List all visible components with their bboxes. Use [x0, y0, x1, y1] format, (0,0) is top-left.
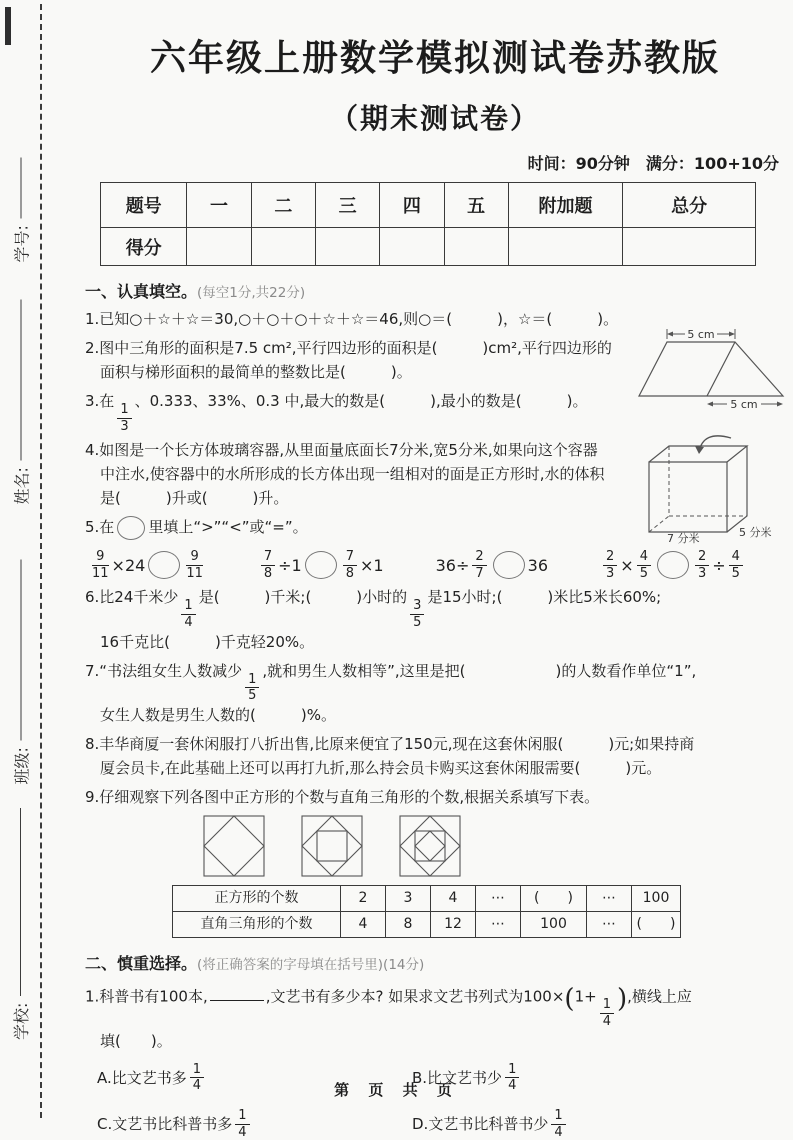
name-field [6, 300, 36, 505]
cell: ⋯ [476, 886, 521, 912]
school-blank [20, 808, 21, 996]
score-col-2: 二 [251, 183, 315, 228]
section2-heading [85, 951, 785, 974]
question-8-line1: 8.丰华商厦一套休闲服打八折出售,比原来便宜了150元,现在这套休闲服( )元;如果持商 [85, 735, 695, 754]
cell: ⋯ [587, 886, 632, 912]
operator: ×24 [111, 555, 146, 575]
section1-heading [85, 279, 785, 302]
cell: 100 [521, 912, 587, 938]
question-9 [85, 785, 785, 938]
score-cell-empty [251, 228, 315, 266]
operator: × [620, 555, 634, 575]
exam-info: 时间：90分钟 满分：100+10分 [527, 154, 779, 173]
pattern-figure-2 [301, 815, 363, 877]
q5-expr-3 [436, 550, 548, 580]
fraction: $\frac{1}{5}$ [245, 673, 259, 703]
fraction: $\frac{2}{3}$ [603, 550, 617, 580]
operand: 36 [527, 555, 549, 575]
page-title: 六年级上册数学模拟测试卷苏教版 [149, 38, 720, 79]
name-label: 姓名: [12, 467, 31, 505]
question-8 [85, 732, 785, 780]
question-3-post: 、0.333、33%、0.3 中,最大的数是( ),最小的数是( )。 [134, 392, 588, 410]
cell: 4 [341, 912, 386, 938]
question-6 [85, 585, 785, 653]
question-5-post: 里填上“>”“<”或“=”。 [148, 518, 308, 537]
fraction: $\frac{1}{4}$ [181, 599, 195, 629]
question-8-line2: 厦会员卡,在此基础上还可以再打九折,那么持会员卡购买这套休闲服需要( )元。 [100, 759, 662, 778]
cell-blank: ( ) [632, 912, 681, 938]
s2q1-line2: 填( )。 [100, 1031, 172, 1050]
option-a: A.比文艺书多 $\frac{1}{4}$ [97, 1063, 412, 1093]
question-6-line1: 6.比24千米少 $\frac{1}{4}$ 是( )千米;( )小时的 $\frac{3}{5}$ 是15小时;( )米比5米长60%; [85, 588, 662, 630]
score-cell-empty [380, 228, 444, 266]
scan-artifact [5, 7, 11, 45]
operator: 36÷ [435, 555, 470, 575]
pattern-table-row-triangles [173, 912, 681, 938]
circle-blank [657, 551, 689, 579]
school-label: 学校: [11, 1002, 31, 1040]
question-7-line2: 女生人数是男生人数的( )%。 [100, 706, 336, 725]
fraction: $\frac{1}{4}$ [190, 1063, 204, 1093]
s2q1-line1: 1.科普书有100本, ,文艺书有多少本? 如果求文艺书列式为100×(1+ $\frac{1}{4}$ ),横线上应 [85, 984, 692, 1030]
cuboid-length-label: 7 分米 [667, 532, 700, 545]
score-cell-empty [623, 228, 756, 266]
school-field [5, 808, 35, 1040]
q5-expr-1 [89, 550, 206, 580]
section2-note: (将正确答案的字母填在括号里)(14分) [197, 957, 425, 974]
cell: 100 [632, 886, 681, 912]
trapezoid-top-label: 5 cm [687, 328, 715, 341]
q5-expr-4 [600, 550, 746, 580]
student-id-label: 学号: [12, 225, 31, 263]
fraction: $\frac{2}{7}$ [472, 550, 486, 580]
pattern-figure-1 [203, 815, 265, 877]
underline-blank [210, 987, 264, 1001]
cell: 4 [431, 886, 476, 912]
main-content [85, 0, 785, 1139]
section1-note: (每空1分,共22分) [197, 285, 306, 301]
cuboid-width-label: 5 分米 [739, 526, 772, 540]
question-6-line2: 16千克比( )千克轻20%。 [100, 632, 315, 651]
question-9-line1: 9.仔细观察下列各图中正方形的个数与直角三角形的个数,根据关系填写下表。 [85, 788, 600, 807]
student-id-field [6, 158, 36, 263]
score-col-3: 三 [315, 183, 379, 228]
fraction: $\frac{9}{11}$ [186, 548, 203, 581]
trapezoid-bottom-label: 5 cm [730, 398, 758, 411]
fraction: $\frac{7}{8}$ [343, 550, 357, 580]
cell: 8 [386, 912, 431, 938]
fold-dashed-line [40, 4, 42, 1118]
circle-blank [148, 551, 180, 579]
fraction: $\frac{1}{4}$ [551, 1109, 565, 1139]
pattern-table [172, 885, 681, 938]
cell: 3 [386, 886, 431, 912]
option-c: C.文艺书比科普书多 $\frac{1}{4}$ [97, 1109, 412, 1139]
fraction: $\frac{2}{3}$ [695, 550, 709, 580]
score-cell-empty [444, 228, 508, 266]
cell: ⋯ [476, 912, 521, 938]
s2q1-options [97, 1063, 785, 1140]
circle-blank [493, 551, 525, 579]
pattern-figure-3 [399, 815, 461, 877]
question-2-line1: 2.图中三角形的面积是7.5 cm²,平行四边形的面积是( )cm²,平行四边形的 [85, 339, 612, 357]
class-label: 班级: [12, 747, 31, 785]
row-label: 直角三角形的个数 [173, 912, 341, 938]
trapezoid-figure [635, 326, 787, 414]
score-cell-empty [315, 228, 379, 266]
pattern-figures [203, 815, 785, 877]
cell-blank: ( ) [521, 886, 587, 912]
question-7-line1: 7.“书法组女生人数减少 $\frac{1}{5}$ ,就和男生人数相等”,这里是把( )的人数看作单位“1”, [85, 661, 697, 704]
question-7 [85, 659, 785, 727]
score-table [100, 182, 756, 266]
section1-title: 一、认真填空。 [85, 282, 198, 301]
operator: ÷ [712, 555, 726, 575]
cell: 2 [341, 886, 386, 912]
q5-expr-2 [258, 550, 384, 580]
page-subtitle: （期末测试卷） [329, 102, 540, 135]
score-table-header-row [101, 183, 756, 228]
fraction: $\frac{7}{8}$ [261, 550, 275, 580]
name-blank [20, 300, 21, 461]
fraction: $\frac{1}{4}$ [505, 1063, 519, 1093]
fraction: $\frac{1}{4}$ [235, 1109, 249, 1139]
section2-title: 二、慎重选择。 [85, 954, 198, 974]
q5-expressions [89, 550, 785, 580]
option-d: D.文艺书比科普书少 $\frac{1}{4}$ [412, 1109, 785, 1139]
fraction: $\frac{1}{3}$ [117, 403, 131, 433]
operator: ×1 [360, 555, 384, 575]
fraction: $\frac{4}{5}$ [729, 550, 743, 580]
fraction: $\frac{9}{11}$ [92, 548, 109, 581]
cell: ⋯ [587, 912, 632, 938]
score-col-extra: 附加题 [508, 183, 623, 228]
score-table-score-row [101, 228, 756, 266]
question-2-line2: 面积与梯形面积的最简单的整数比是( )。 [100, 363, 412, 381]
fraction: $\frac{4}{5}$ [637, 550, 651, 580]
circle-blank [305, 551, 337, 579]
score-col-4: 四 [380, 183, 444, 228]
question-4-line1: 4.如图是一个长方体玻璃容器,从里面量底面长7分米,宽5分米,如果向这个容器 [85, 441, 598, 460]
section2-question-1 [85, 979, 785, 1139]
question-4-line3: 是( )升或( )升。 [100, 489, 289, 508]
score-col-label: 题号 [101, 183, 187, 228]
page-footer: 第 页 共 页 [334, 1081, 459, 1099]
fraction: $\frac{1}{4}$ [600, 998, 614, 1028]
student-id-blank [20, 158, 21, 219]
question-4-line2: 中注水,使容器中的水所形成的长方体出现一组相对的面是正方形时,水的体积 [100, 465, 605, 484]
big-paren-close: ) [616, 984, 628, 1015]
operator: ÷1 [278, 555, 302, 575]
cell: 12 [431, 912, 476, 938]
option-b: B.比文艺书少 $\frac{1}{4}$ [412, 1063, 785, 1093]
question-3-pre: 3.在 [85, 392, 115, 410]
score-col-total: 总分 [623, 183, 756, 228]
pattern-table-row-squares [173, 886, 681, 912]
class-blank [20, 560, 21, 741]
cuboid-container-figure [639, 432, 789, 544]
score-col-1: 一 [187, 183, 251, 228]
class-field [6, 560, 36, 785]
circle-blank [117, 516, 145, 540]
question-1: 1.已知○＋☆＋☆＝30,○＋○＋○＋☆＋☆＝46,则○＝( )，☆＝( )。 [85, 310, 619, 328]
big-paren-open: ( [564, 984, 575, 1015]
question-5-pre: 5.在 [85, 518, 115, 537]
score-cell-empty [187, 228, 251, 266]
score-row-label: 得分 [101, 228, 187, 266]
fraction: $\frac{3}{5}$ [410, 599, 424, 629]
score-col-5: 五 [444, 183, 508, 228]
score-cell-empty [508, 228, 623, 266]
row-label: 正方形的个数 [173, 886, 341, 912]
